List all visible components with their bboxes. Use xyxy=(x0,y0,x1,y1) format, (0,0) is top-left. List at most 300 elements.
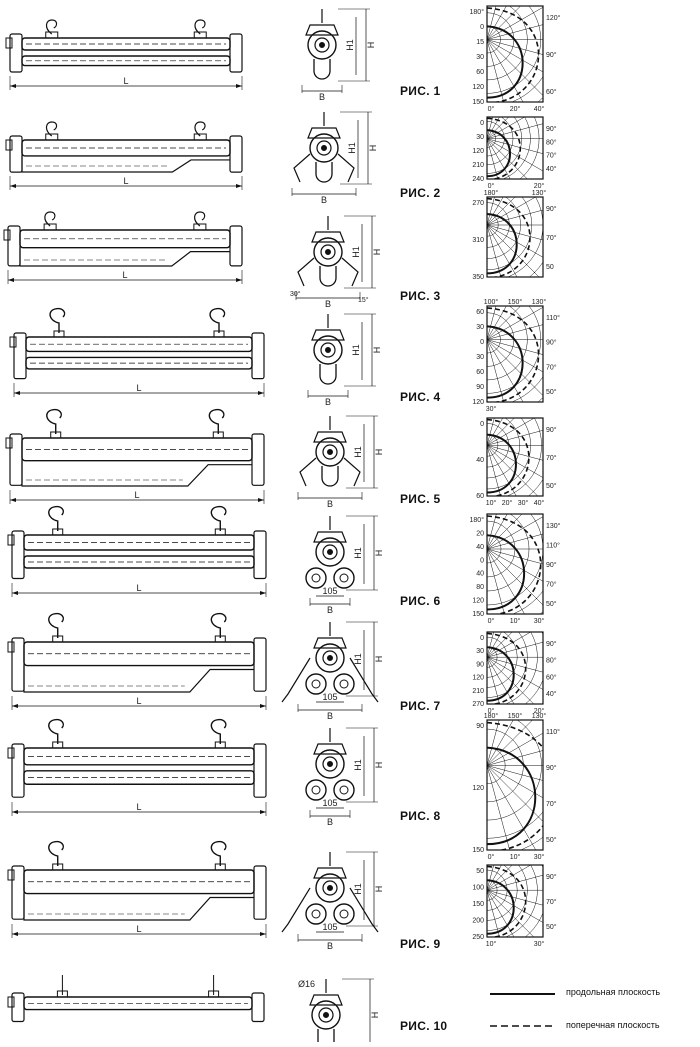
polar-grid xyxy=(406,0,602,155)
arrow-head xyxy=(258,391,264,395)
mount-bracket xyxy=(314,532,346,542)
arrow-head xyxy=(12,591,18,595)
polar-tick-label: 20° xyxy=(533,183,545,190)
polar-tick-label: 310 xyxy=(472,237,484,244)
side-view xyxy=(6,410,264,504)
tube-section-left xyxy=(306,568,326,588)
longitudinal-curve xyxy=(487,326,523,397)
polar-spoke xyxy=(487,67,506,139)
polar-tick-label: 15 xyxy=(476,39,484,46)
tube-inner-left xyxy=(312,786,320,794)
polar-diagram xyxy=(427,804,574,977)
polar-tick-label: 120 xyxy=(472,597,484,605)
length-label: L xyxy=(122,270,128,280)
polar-spoke xyxy=(487,464,572,549)
tube-center xyxy=(326,250,331,255)
polar-tick-label: 90° xyxy=(546,874,557,881)
pitch-label: 105 xyxy=(322,586,338,596)
figure-label: РИС. 10 xyxy=(400,1019,448,1033)
polar-tick-label: 50° xyxy=(546,483,557,490)
polar-spoke xyxy=(487,657,570,682)
polar-tick-label: 90° xyxy=(546,206,557,213)
hook-icon xyxy=(211,842,226,866)
width-label: B xyxy=(324,299,332,309)
tube-inner-right xyxy=(340,574,348,582)
mount-bracket xyxy=(312,330,344,340)
polar-tick-label: 30° xyxy=(485,406,497,413)
end-cap xyxy=(230,226,242,266)
height1-label: H1 xyxy=(345,39,355,51)
front-view xyxy=(302,9,376,102)
polar-tick-label: 90° xyxy=(546,126,557,133)
cable-gland xyxy=(8,642,14,652)
polar-tick-label: 40° xyxy=(546,691,557,698)
tube-section-right xyxy=(334,674,354,694)
side-view xyxy=(8,842,266,938)
polar-tick-label: 40° xyxy=(533,500,545,507)
end-cap xyxy=(230,136,242,172)
height1-label: H1 xyxy=(351,344,361,356)
arrow-head xyxy=(12,704,18,708)
clamp xyxy=(194,224,206,230)
front-view xyxy=(282,622,384,721)
diameter-label: Ø16 xyxy=(298,979,316,989)
polar-tick-label: 0° xyxy=(487,854,495,861)
polar-spoke xyxy=(487,549,591,609)
tube-center xyxy=(328,550,333,555)
tube-center xyxy=(328,450,333,455)
figure-label: РИС. 5 xyxy=(400,492,441,506)
polar-tick-label: 110° xyxy=(546,542,560,550)
hook-icon xyxy=(49,720,64,744)
tube-center xyxy=(328,886,333,891)
tube-inner-right xyxy=(340,910,348,918)
end-cap xyxy=(252,434,264,485)
polar-tick-label: 90° xyxy=(546,562,557,569)
side-view xyxy=(6,122,242,190)
arrow-head xyxy=(236,84,242,88)
polar-tick-label: 30° xyxy=(533,854,545,861)
hook-icon xyxy=(47,410,62,434)
mount-bracket xyxy=(314,868,346,878)
arrow-head xyxy=(260,932,266,936)
figure-label: РИС. 1 xyxy=(400,84,441,98)
width-label: B xyxy=(324,397,332,407)
polar-spoke xyxy=(487,225,580,250)
cable-gland xyxy=(6,38,12,48)
figure-label: РИС. 9 xyxy=(400,937,441,951)
polar-tick-label: 70° xyxy=(546,152,557,160)
polar-tick-label: 120 xyxy=(472,148,484,155)
arrow-head xyxy=(260,810,266,814)
front-view xyxy=(308,314,382,407)
polar-tick-label: 30 xyxy=(476,54,484,61)
height-label: H xyxy=(374,761,384,769)
hook-icon xyxy=(49,842,64,866)
tube-center xyxy=(328,762,333,767)
polar-tick-label: 60 xyxy=(476,493,484,500)
height1-label: H1 xyxy=(353,653,363,665)
polar-tick-label: 120 xyxy=(472,785,484,792)
tube-center xyxy=(320,43,325,48)
polar-tick-label: 180° xyxy=(469,517,484,524)
shade-wing xyxy=(298,258,314,286)
cable-gland xyxy=(8,535,14,545)
tube-lower xyxy=(316,162,332,182)
tube-section-right xyxy=(334,904,354,924)
tube-lower xyxy=(320,266,336,286)
pitch-label: 105 xyxy=(322,692,338,702)
polar-tick-label: 20 xyxy=(476,530,484,538)
cable-gland xyxy=(6,438,12,448)
polar-tick-label: 100 xyxy=(472,884,484,892)
length-label: L xyxy=(136,802,142,812)
polar-spoke xyxy=(487,766,638,806)
arrow-head xyxy=(236,184,242,188)
polar-tick-label: 60 xyxy=(476,69,484,76)
polar-tick-label: 40° xyxy=(546,166,557,173)
polar-tick-label: 30° xyxy=(533,618,545,625)
polar-tick-label: 60° xyxy=(546,89,557,96)
height1-label: H1 xyxy=(351,246,361,258)
tube-center xyxy=(328,656,333,661)
hook-icon xyxy=(210,309,225,333)
polar-tick-label: 50 xyxy=(476,868,484,875)
polar-tick-label: 40 xyxy=(476,457,484,464)
tube-section-right xyxy=(334,780,354,800)
width-label: B xyxy=(326,711,334,721)
polar-tick-label: 50° xyxy=(546,837,557,844)
longitudinal-curve xyxy=(487,748,535,845)
width-label: B xyxy=(318,92,326,102)
polar-tick-label: 10° xyxy=(509,854,521,861)
polar-tick-label: 80° xyxy=(546,139,557,147)
polar-tick-label: 120 xyxy=(472,399,484,406)
side-view xyxy=(8,720,266,816)
polar-tick-label: 10° xyxy=(485,500,497,507)
height1-label: H1 xyxy=(353,547,363,559)
polar-diagram xyxy=(406,224,602,454)
figure-label: РИС. 6 xyxy=(400,594,441,608)
tube-lower xyxy=(314,59,330,79)
polar-tick-label: 40 xyxy=(476,570,484,578)
length-label: L xyxy=(136,383,142,393)
polar-tick-label: 150° xyxy=(507,299,523,306)
width-label: B xyxy=(326,605,334,615)
tube-inner-left xyxy=(312,574,320,582)
polar-tick-label: 120 xyxy=(472,84,484,91)
height-label: H xyxy=(368,144,378,152)
polar-spoke xyxy=(487,549,547,653)
arrow-head xyxy=(14,391,20,395)
tube-lower xyxy=(322,466,338,486)
length-label: L xyxy=(136,583,142,593)
polar-tick-label: 50° xyxy=(546,924,557,931)
shade-wing xyxy=(342,258,358,286)
tube-section-left xyxy=(306,904,326,924)
hook-icon xyxy=(209,410,224,434)
polar-spoke xyxy=(487,518,603,549)
polar-tick-label: 80 xyxy=(476,584,484,592)
longitudinal-curve xyxy=(487,535,524,609)
polar-tick-label: 30 xyxy=(476,324,484,331)
length-label: L xyxy=(134,490,140,500)
tube-section-left xyxy=(306,780,326,800)
reflector-shade xyxy=(24,894,254,920)
height-label: H xyxy=(366,41,376,49)
polar-tick-label: 40 xyxy=(476,543,484,551)
clamp xyxy=(44,224,56,230)
polar-tick-label: 350 xyxy=(472,274,484,281)
polar-tick-label: 90 xyxy=(476,723,484,730)
polar-spoke xyxy=(487,807,509,890)
polar-spoke xyxy=(487,635,570,657)
longitudinal-curve xyxy=(487,130,510,176)
shade-wing xyxy=(294,154,310,182)
polar-spoke xyxy=(487,445,577,469)
polar-tick-label: 60 xyxy=(476,309,484,316)
mount-bracket xyxy=(308,128,340,138)
side-view xyxy=(10,309,264,397)
height-label: H xyxy=(374,885,384,893)
polar-tick-label: 30° xyxy=(533,941,545,948)
polar-tick-label: 210 xyxy=(472,687,484,695)
polar-tick-label: 30 xyxy=(476,134,484,141)
polar-tick-label: 0° xyxy=(487,106,495,113)
angle-label: 15° xyxy=(358,297,369,304)
polar-tick-label: 20° xyxy=(533,708,545,715)
cable-gland xyxy=(10,337,16,347)
side-view xyxy=(8,975,264,1022)
tube-section-right xyxy=(334,568,354,588)
hook-icon xyxy=(49,614,64,638)
front-view xyxy=(306,516,384,615)
polar-tick-label: 0° xyxy=(487,183,495,190)
tube-inner-right xyxy=(340,680,348,688)
side-view xyxy=(4,212,242,284)
polar-tick-label: 90° xyxy=(546,641,557,648)
height-label: H xyxy=(374,655,384,663)
polar-tick-label: 90° xyxy=(546,52,557,59)
front-view xyxy=(292,112,378,205)
polar-tick-label: 60 xyxy=(476,369,484,376)
polar-spoke xyxy=(487,340,545,440)
polar-spoke xyxy=(487,725,638,765)
end-cap xyxy=(254,638,266,691)
polar-tick-label: 150 xyxy=(472,99,484,106)
height1-label: H1 xyxy=(353,759,363,771)
polar-diagram xyxy=(420,129,583,321)
tube-center xyxy=(324,1013,329,1018)
polar-tick-label: 0° xyxy=(487,708,495,715)
height-label: H xyxy=(372,248,382,256)
polar-tick-label: 10° xyxy=(485,941,497,948)
polar-tick-label: 240 xyxy=(472,176,484,183)
hook-icon xyxy=(49,507,64,531)
arrow-head xyxy=(10,498,16,502)
polar-grid xyxy=(378,610,643,922)
arrow-head xyxy=(236,278,242,282)
polar-tick-label: 180° xyxy=(483,190,499,197)
polar-tick-label: 50° xyxy=(546,389,557,396)
polar-spoke xyxy=(487,364,534,445)
polar-tick-label: 0 xyxy=(480,421,484,428)
polar-spoke xyxy=(487,225,535,308)
width-label: B xyxy=(326,817,334,827)
cable-gland xyxy=(6,140,12,150)
polar-tick-label: 70° xyxy=(546,364,557,372)
polar-tick-label: 0 xyxy=(480,339,484,346)
polar-diagram xyxy=(421,352,580,539)
tube-inner-left xyxy=(312,680,320,688)
length-label: L xyxy=(123,76,129,86)
polar-spoke xyxy=(487,815,530,890)
tube-center xyxy=(322,146,327,151)
end-cap xyxy=(252,993,264,1022)
polar-tick-label: 20° xyxy=(509,106,521,113)
clamp xyxy=(46,134,58,140)
polar-tick-label: 200 xyxy=(472,917,484,925)
front-view xyxy=(298,416,384,509)
polar-tick-label: 130° xyxy=(531,190,547,197)
height1-label: H1 xyxy=(353,446,363,458)
polar-tick-label: 30 xyxy=(476,648,484,656)
polar-tick-label: 150 xyxy=(472,847,484,854)
shade-wing xyxy=(282,888,310,932)
height-label: H xyxy=(372,346,382,354)
mount-bracket xyxy=(314,744,346,754)
polar-tick-label: 270 xyxy=(472,701,484,708)
polar-tick-label: 0° xyxy=(487,618,495,625)
polar-tick-label: 150° xyxy=(507,713,523,720)
polar-tick-label: 0 xyxy=(480,635,484,642)
arrow-head xyxy=(258,498,264,502)
polar-tick-label: 110° xyxy=(546,315,560,322)
height-label: H xyxy=(370,1011,380,1019)
shade-wing xyxy=(338,154,354,182)
shade-wing xyxy=(300,458,316,486)
polar-tick-label: 90° xyxy=(546,427,557,434)
polar-tick-label: 0 xyxy=(480,24,484,31)
polar-grid xyxy=(406,224,602,454)
polar-tick-label: 90° xyxy=(546,339,557,347)
arrow-head xyxy=(260,704,266,708)
cable-gland xyxy=(8,997,14,1007)
tube-inner-left xyxy=(312,910,320,918)
polar-tick-label: 0 xyxy=(480,120,484,127)
polar-grid xyxy=(421,352,580,539)
polar-tick-label: 270 xyxy=(472,200,484,207)
polar-tick-label: 130° xyxy=(531,713,547,720)
polar-tick-label: 150 xyxy=(472,611,484,618)
polar-spoke xyxy=(487,421,577,445)
polar-tick-label: 70° xyxy=(546,899,557,906)
height1-label: H1 xyxy=(347,142,357,154)
polar-grid xyxy=(420,129,583,321)
shade-wing xyxy=(344,458,360,486)
tube-lower xyxy=(320,364,336,384)
polar-tick-label: 90° xyxy=(546,765,557,772)
cable-gland xyxy=(8,748,14,758)
mount-bracket xyxy=(314,638,346,648)
polar-tick-label: 180° xyxy=(469,9,484,16)
tube-center xyxy=(326,348,331,353)
tube-section-left xyxy=(306,674,326,694)
end-cap xyxy=(252,333,264,379)
polar-spoke xyxy=(487,890,570,912)
length-label: L xyxy=(136,924,142,934)
front-view xyxy=(290,216,382,309)
figure-label: РИС. 8 xyxy=(400,809,441,823)
arrow-head xyxy=(10,184,16,188)
width-label: B xyxy=(326,941,334,951)
arrow-head xyxy=(12,932,18,936)
polar-tick-label: 10° xyxy=(509,618,521,625)
polar-tick-label: 110° xyxy=(546,729,560,736)
front-view xyxy=(306,728,384,827)
polar-tick-label: 120° xyxy=(546,15,561,22)
figure-label: РИС. 4 xyxy=(400,390,441,404)
reflector-shade xyxy=(20,248,230,266)
shade-wing xyxy=(282,658,310,702)
figure-label: РИС. 7 xyxy=(400,699,441,713)
polar-tick-label: 70° xyxy=(546,581,557,589)
polar-tick-label: 100° xyxy=(483,299,499,306)
longitudinal-curve xyxy=(487,214,517,273)
mount-bracket xyxy=(314,432,346,442)
cable-gland xyxy=(4,230,10,240)
hook-icon xyxy=(211,507,226,531)
reflector-shade xyxy=(22,461,252,486)
polar-tick-label: 60° xyxy=(546,674,557,682)
polar-tick-label: 210 xyxy=(472,162,484,169)
polar-tick-label: 0 xyxy=(480,557,484,565)
height-label: H xyxy=(374,448,384,456)
polar-spoke xyxy=(487,340,568,421)
polar-tick-label: 40° xyxy=(533,106,545,113)
hook-icon xyxy=(211,720,226,744)
legend-dashed-label: поперечная плоскость xyxy=(566,1020,660,1030)
polar-spoke xyxy=(487,225,555,293)
tube-inner-right xyxy=(340,786,348,794)
polar-tick-label: 80° xyxy=(546,657,557,665)
arrow-head xyxy=(10,84,16,88)
reflector-shade xyxy=(24,666,254,692)
arrow-head xyxy=(8,278,14,282)
polar-grid xyxy=(427,804,574,977)
polar-spoke xyxy=(487,200,580,225)
clamp xyxy=(194,134,206,140)
clamp xyxy=(46,32,58,38)
end-cap xyxy=(230,34,242,72)
longitudinal-curve xyxy=(487,880,514,933)
polar-tick-label: 20° xyxy=(501,500,513,507)
polar-spoke xyxy=(487,355,511,445)
hook-icon xyxy=(211,614,226,638)
length-label: L xyxy=(136,696,142,706)
side-view xyxy=(6,20,242,90)
polar-tick-label: 70° xyxy=(546,455,557,462)
mount-bracket xyxy=(312,232,344,242)
longitudinal-curve xyxy=(487,435,516,493)
polar-tick-label: 180° xyxy=(483,713,499,720)
clamp xyxy=(194,32,206,38)
polar-spoke xyxy=(487,549,572,634)
end-cap xyxy=(254,531,266,579)
side-view xyxy=(8,614,266,710)
polar-spoke xyxy=(487,868,570,890)
hook-icon xyxy=(50,309,65,333)
